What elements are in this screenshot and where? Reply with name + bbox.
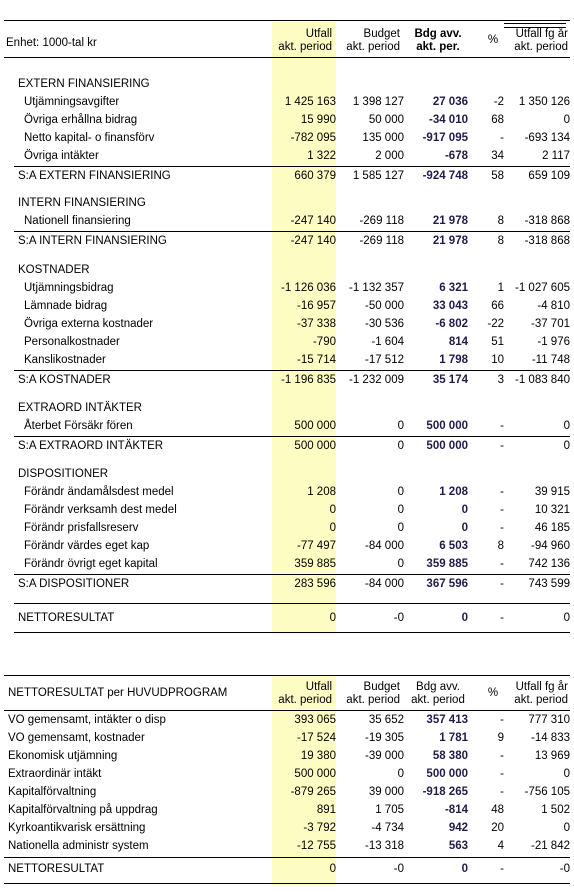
row-label: Återbet Försäkr fören — [24, 420, 133, 432]
budget-cell: 0 — [397, 768, 404, 780]
percent-cell: - — [500, 486, 504, 498]
prior-cell: -318 868 — [524, 235, 570, 247]
percent-cell: 3 — [497, 374, 504, 386]
percent-cell: 34 — [491, 150, 504, 162]
budget-cell: -1 132 357 — [349, 282, 404, 294]
row-label: Kyrkoantikvarisk ersättning — [8, 822, 146, 834]
prior-cell: 13 969 — [534, 750, 570, 762]
deviation-cell: 33 043 — [432, 300, 468, 312]
percent-cell: - — [500, 578, 504, 590]
row-label: Övriga externa kostnader — [24, 318, 154, 330]
prior-cell: -0 — [559, 863, 570, 875]
deviation-cell: 21 978 — [432, 235, 468, 247]
table-row — [0, 333, 574, 351]
t2-col-header-budget: Budget akt. period — [346, 681, 400, 706]
deviation-cell: 21 978 — [432, 215, 468, 227]
deviation-cell: 0 — [461, 522, 468, 534]
outcome-cell: 0 — [329, 522, 336, 534]
deviation-cell: 0 — [461, 863, 468, 875]
row-label: Extraordinär intäkt — [8, 768, 102, 780]
table2-total-row — [0, 860, 574, 878]
table-row — [0, 212, 574, 230]
outcome-cell: 0 — [329, 504, 336, 516]
percent-cell: 8 — [497, 540, 504, 552]
t2-col-header-deviation: Bdg avv. akt. period — [411, 681, 465, 706]
sum-row — [0, 575, 574, 593]
outcome-cell: -16 957 — [296, 300, 336, 312]
outcome-cell: -15 714 — [296, 354, 336, 366]
row-label: Kapitalförvaltning — [8, 786, 97, 798]
col-header-prior: Utfall fg år akt. period — [514, 28, 568, 53]
prior-cell: -1 027 605 — [515, 282, 570, 294]
prior-header-rule — [504, 23, 566, 24]
table-row — [0, 519, 574, 537]
prior-cell: 39 915 — [534, 486, 570, 498]
budget-cell: -84 000 — [364, 540, 404, 552]
table2-total-rule-top — [4, 857, 570, 858]
row-label: Förändr verksamh dest medel — [24, 504, 177, 516]
prior-cell: 743 599 — [528, 578, 570, 590]
budget-cell: 35 652 — [368, 714, 404, 726]
table-row — [0, 555, 574, 573]
outcome-cell: -247 140 — [290, 235, 336, 247]
prior-cell: 0 — [563, 114, 570, 126]
prior-cell: 0 — [563, 768, 570, 780]
budget-cell: 1 398 127 — [352, 96, 404, 108]
deviation-cell: 0 — [461, 504, 468, 516]
col-header-budget: Budget akt. period — [346, 28, 400, 53]
percent-cell: - — [500, 750, 504, 762]
section-title-text: EXTRAORD INTÄKTER — [18, 402, 142, 414]
prior-cell: -1 083 840 — [515, 374, 570, 386]
table-row — [0, 765, 574, 783]
outcome-cell: 393 065 — [294, 714, 336, 726]
sum-row — [0, 167, 574, 185]
outcome-cell: -1 196 835 — [281, 374, 336, 386]
table-row — [0, 351, 574, 369]
budget-cell: -1 232 009 — [349, 374, 404, 386]
section-title-text: EXTERN FINANSIERING — [18, 78, 150, 90]
row-label: VO gemensamt, intäkter o disp — [8, 714, 166, 726]
percent-cell: 1 — [497, 282, 504, 294]
total-rule-bottom — [14, 632, 570, 633]
row-label: VO gemensamt, kostnader — [8, 732, 145, 744]
outcome-cell: 500 000 — [294, 440, 336, 452]
prior-cell: 0 — [563, 822, 570, 834]
row-label: Netto kapital- o finansförv — [24, 132, 155, 144]
prior-cell: 1 350 126 — [518, 96, 570, 108]
table-row — [0, 819, 574, 837]
table-row — [0, 111, 574, 129]
row-label: Kanslikostnader — [24, 354, 106, 366]
section-title — [0, 194, 574, 212]
outcome-cell: 359 885 — [294, 558, 336, 570]
prior-cell: 742 136 — [528, 558, 570, 570]
table-row — [0, 747, 574, 765]
deviation-cell: 942 — [448, 822, 468, 834]
row-label: S:A KOSTNADER — [18, 374, 111, 386]
table-row — [0, 801, 574, 819]
sum-row — [0, 437, 574, 455]
t2-col-header-percent: % — [487, 687, 499, 699]
row-label: Utjämningsbidrag — [24, 282, 114, 294]
unit-label: Enhet: 1000-tal kr — [6, 37, 97, 49]
row-label: Utjämningsavgifter — [24, 96, 120, 108]
deviation-cell: 359 885 — [426, 558, 468, 570]
table1-top-rule — [4, 20, 570, 21]
outcome-cell: -247 140 — [290, 215, 336, 227]
percent-cell: - — [500, 522, 504, 534]
prior-cell: 777 310 — [528, 714, 570, 726]
section-title-text: KOSTNADER — [18, 264, 90, 276]
deviation-cell: 1 798 — [439, 354, 468, 366]
table-row — [0, 129, 574, 147]
section-title-text: DISPOSITIONER — [18, 468, 109, 480]
row-label: Övriga intäkter — [24, 150, 99, 162]
deviation-cell: 58 380 — [432, 750, 468, 762]
outcome-cell: -37 338 — [296, 318, 336, 330]
prior-cell: 0 — [563, 612, 570, 624]
row-label: Lämnade bidrag — [24, 300, 108, 312]
outcome-cell: 660 379 — [294, 170, 336, 182]
budget-cell: 1 585 127 — [352, 170, 404, 182]
prior-cell: -693 134 — [524, 132, 570, 144]
deviation-cell: 6 321 — [439, 282, 468, 294]
budget-cell: 2 000 — [375, 150, 404, 162]
table-row — [0, 297, 574, 315]
row-label: Förändr övrigt eget kapital — [24, 558, 158, 570]
outcome-cell: 283 596 — [294, 578, 336, 590]
outcome-cell: 500 000 — [294, 420, 336, 432]
budget-cell: -39 000 — [364, 750, 404, 762]
outcome-cell: 1 322 — [307, 150, 336, 162]
col-header-percent: % — [487, 34, 499, 46]
table-row — [0, 417, 574, 435]
row-label: S:A DISPOSITIONER — [18, 578, 130, 590]
budget-cell: -17 512 — [364, 354, 404, 366]
col-header-deviation: Bdg avv. akt. per. — [414, 28, 462, 53]
outcome-cell: -782 095 — [290, 132, 336, 144]
sum-row — [0, 232, 574, 250]
outcome-cell: -879 265 — [290, 786, 336, 798]
section-title-text: INTERN FINANSIERING — [18, 197, 146, 209]
budget-cell: 50 000 — [368, 114, 404, 126]
percent-cell: 9 — [497, 732, 504, 744]
row-label: Kapitalförvaltning på uppdrag — [8, 804, 158, 816]
row-label: Personalkostnader — [24, 336, 120, 348]
table-row — [0, 501, 574, 519]
deviation-cell: 814 — [448, 336, 468, 348]
prior-cell: -14 833 — [530, 732, 570, 744]
table-row — [0, 783, 574, 801]
deviation-cell: -917 095 — [422, 132, 468, 144]
table2-top-rule — [4, 675, 570, 676]
percent-cell: 51 — [491, 336, 504, 348]
percent-cell: - — [500, 132, 504, 144]
percent-cell: 68 — [491, 114, 504, 126]
table-row — [0, 537, 574, 555]
budget-cell: 0 — [397, 486, 404, 498]
outcome-cell: 15 990 — [300, 114, 336, 126]
percent-cell: - — [500, 786, 504, 798]
deviation-cell: 563 — [448, 840, 468, 852]
outcome-cell: -17 524 — [296, 732, 336, 744]
outcome-cell: -77 497 — [296, 540, 336, 552]
deviation-cell: -34 010 — [428, 114, 468, 126]
outcome-cell: -1 126 036 — [281, 282, 336, 294]
total-row — [0, 609, 574, 627]
budget-cell: 0 — [397, 558, 404, 570]
row-label: NETTORESULTAT — [18, 612, 115, 624]
outcome-cell: 0 — [329, 863, 336, 875]
budget-cell: -13 318 — [364, 840, 404, 852]
deviation-cell: -814 — [444, 804, 468, 816]
budget-cell: 0 — [397, 522, 404, 534]
prior-cell: -37 701 — [530, 318, 570, 330]
outcome-cell: 1 425 163 — [284, 96, 336, 108]
deviation-cell: 500 000 — [426, 440, 468, 452]
prior-cell: 1 502 — [541, 804, 570, 816]
deviation-cell: 35 174 — [432, 374, 468, 386]
prior-cell: 2 117 — [542, 150, 570, 162]
deviation-cell: 1 208 — [439, 486, 468, 498]
outcome-cell: 500 000 — [294, 768, 336, 780]
prior-cell: -756 105 — [524, 786, 570, 798]
budget-cell: 0 — [397, 440, 404, 452]
table-row — [0, 837, 574, 855]
percent-cell: -2 — [493, 96, 504, 108]
outcome-cell: -12 755 — [296, 840, 336, 852]
budget-cell: -1 604 — [371, 336, 404, 348]
table-row — [0, 315, 574, 333]
table-row — [0, 711, 574, 729]
deviation-cell: 0 — [461, 612, 468, 624]
outcome-cell: -790 — [312, 336, 336, 348]
row-label: Ekonomisk utjämning — [8, 750, 118, 762]
percent-cell: 8 — [497, 235, 504, 247]
row-label: Övriga erhållna bidrag — [24, 114, 138, 126]
percent-cell: - — [500, 714, 504, 726]
deviation-cell: -6 802 — [435, 318, 468, 330]
table-row — [0, 483, 574, 501]
deviation-cell: 367 596 — [426, 578, 468, 590]
budget-cell: 1 705 — [375, 804, 404, 816]
prior-cell: -4 810 — [537, 300, 570, 312]
deviation-cell: -924 748 — [422, 170, 468, 182]
total-rule-top — [14, 603, 570, 604]
percent-cell: 8 — [497, 215, 504, 227]
row-label: Förändr värdes eget kap — [24, 540, 150, 552]
outcome-cell: 0 — [329, 612, 336, 624]
percent-cell: - — [500, 420, 504, 432]
budget-cell: 0 — [397, 504, 404, 516]
section-title — [0, 261, 574, 279]
row-label: S:A INTERN FINANSIERING — [18, 235, 167, 247]
prior-cell: 659 109 — [528, 170, 570, 182]
prior-cell: -11 748 — [531, 354, 570, 366]
budget-cell: -269 118 — [359, 235, 404, 247]
section-title — [0, 75, 574, 93]
deviation-cell: 6 503 — [439, 540, 468, 552]
outcome-cell: -3 792 — [303, 822, 336, 834]
outcome-cell: 1 208 — [307, 486, 336, 498]
row-label: S:A EXTRAORD INTÄKTER — [18, 440, 164, 452]
col-header-outcome: Utfall akt. period — [278, 28, 332, 53]
percent-cell: - — [500, 440, 504, 452]
percent-cell: 66 — [491, 300, 504, 312]
row-label: S:A EXTERN FINANSIERING — [18, 170, 171, 182]
prior-cell: 0 — [563, 420, 570, 432]
budget-cell: -30 536 — [364, 318, 404, 330]
percent-cell: - — [500, 558, 504, 570]
prior-cell: 0 — [563, 440, 570, 452]
t2-col-header-prior: Utfall fg år akt. period — [514, 681, 568, 706]
table-row — [0, 93, 574, 111]
outcome-cell: 891 — [316, 804, 336, 816]
percent-cell: 58 — [491, 170, 504, 182]
row-label: Nationell finansiering — [24, 215, 131, 227]
percent-cell: 20 — [491, 822, 504, 834]
sum-row — [0, 371, 574, 389]
prior-cell: 46 185 — [534, 522, 570, 534]
table2-title: NETTORESULTAT per HUVUDPROGRAM — [8, 687, 228, 699]
budget-cell: -0 — [393, 863, 404, 875]
section-title — [0, 399, 574, 417]
row-label: NETTORESULTAT — [8, 863, 105, 875]
budget-cell: -0 — [393, 612, 404, 624]
budget-cell: -19 305 — [364, 732, 404, 744]
percent-cell: 4 — [497, 840, 504, 852]
table-row — [0, 729, 574, 747]
deviation-cell: 357 413 — [426, 714, 468, 726]
deviation-cell: 500 000 — [426, 768, 468, 780]
budget-cell: 39 000 — [368, 786, 404, 798]
deviation-cell: 27 036 — [432, 96, 468, 108]
prior-cell: 10 321 — [534, 504, 570, 516]
budget-cell: 0 — [397, 420, 404, 432]
percent-cell: - — [500, 768, 504, 780]
table2-total-rule-bottom — [4, 883, 570, 884]
outcome-cell: 19 380 — [300, 750, 336, 762]
row-label: Nationella administr system — [8, 840, 149, 852]
budget-cell: -269 118 — [359, 215, 404, 227]
percent-cell: - — [500, 863, 504, 875]
table-row — [0, 147, 574, 165]
table-row — [0, 279, 574, 297]
percent-cell: -22 — [487, 318, 504, 330]
percent-cell: - — [500, 612, 504, 624]
row-label: Förändr prisfallsreserv — [24, 522, 139, 534]
percent-cell: 10 — [491, 354, 504, 366]
table1-header-rule — [4, 57, 570, 58]
deviation-cell: -678 — [444, 150, 468, 162]
section-title — [0, 465, 574, 483]
prior-header-rule-2 — [504, 27, 566, 28]
percent-cell: - — [500, 504, 504, 516]
deviation-cell: 500 000 — [426, 420, 468, 432]
budget-cell: -50 000 — [364, 300, 404, 312]
deviation-cell: -918 265 — [422, 786, 468, 798]
prior-cell: -94 960 — [530, 540, 570, 552]
prior-cell: -21 842 — [530, 840, 570, 852]
prior-cell: -1 976 — [537, 336, 570, 348]
t2-col-header-outcome: Utfall akt. period — [278, 681, 332, 706]
budget-cell: -84 000 — [364, 578, 404, 590]
prior-cell: -318 868 — [524, 215, 570, 227]
budget-cell: 135 000 — [362, 132, 404, 144]
percent-cell: 48 — [491, 804, 504, 816]
deviation-cell: 1 781 — [439, 732, 468, 744]
budget-cell: -4 734 — [371, 822, 404, 834]
row-label: Förändr ändamålsdest medel — [24, 486, 174, 498]
